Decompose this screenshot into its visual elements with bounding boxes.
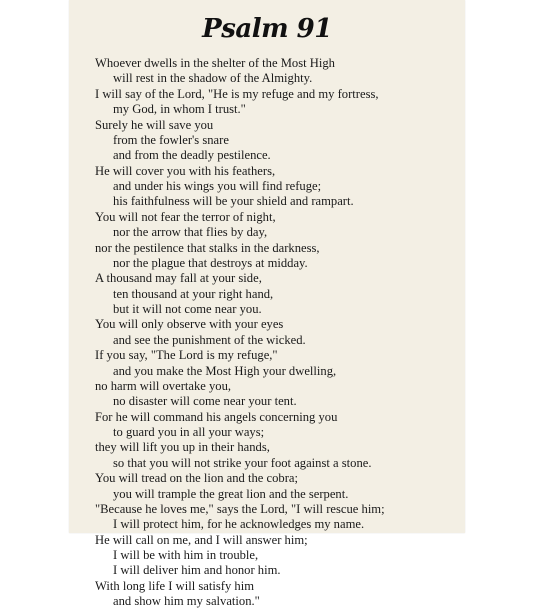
poem-title: Psalm 91	[202, 14, 332, 44]
poem-line: I will say of the Lord, "He is my refuge and my fortress,	[95, 86, 379, 101]
poem-line: nor the plague that destroys at midday.	[113, 255, 308, 270]
poem-line: from the fowler's snare	[113, 132, 229, 147]
poem-line: A thousand may fall at your side,	[95, 271, 262, 286]
poem-line: will rest in the shadow of the Almighty.	[113, 71, 313, 86]
poem-line: "Because he loves me," says the Lord, "I will rescue him;	[95, 501, 385, 516]
poem-line: no harm will overtake you,	[95, 378, 232, 393]
poem-line: and you make the Most High your dwelling,	[113, 363, 337, 378]
poem-line: Whoever dwells in the shelter of the Most High	[95, 56, 335, 70]
poem-line: ten thousand at your right hand,	[113, 286, 274, 301]
poem-line: If you say, "The Lord is my refuge,"	[95, 348, 278, 363]
poem-line: and show him my salvation."	[113, 594, 260, 609]
poem-line: He will call on me, and I will answer him;	[95, 532, 308, 547]
poem-line: and see the punishment of the wicked.	[113, 332, 306, 347]
poem-body	[95, 56, 461, 610]
poem-line: nor the pestilence that stalks in the darkness,	[95, 240, 320, 255]
poem-line: I will be with him in trouble,	[113, 548, 259, 562]
poem-line: You will not fear the terror of night,	[95, 209, 276, 224]
poem-line: You will only observe with your eyes	[95, 317, 284, 332]
poem-line: Surely he will save you	[95, 117, 214, 132]
poem-line: no disaster will come near your tent.	[113, 394, 297, 409]
poem-line: I will protect him, for he acknowledges my name.	[113, 517, 365, 532]
poem-line: For he will command his angels concerning you	[95, 409, 338, 424]
poem-line: He will cover you with his feathers,	[95, 163, 276, 178]
poem-line: but it will not come near you.	[113, 302, 262, 316]
poem-line: they will lift you up in their hands,	[95, 440, 270, 455]
poem-line: my God, in whom I trust."	[113, 102, 246, 117]
poem-line: you will trample the great lion and the serpent.	[113, 486, 349, 501]
poem-line: You will tread on the lion and the cobra;	[95, 471, 298, 486]
poem-line: so that you will not strike your foot against a stone.	[113, 455, 372, 470]
poem-line: nor the arrow that flies by day,	[113, 225, 268, 240]
poem-line: to guard you in all your ways;	[113, 425, 265, 439]
poem-line: and under his wings you will find refuge;	[113, 179, 322, 193]
poem-line: his faithfulness will be your shield and rampart.	[113, 194, 354, 209]
poster-sheet	[69, 0, 465, 609]
poem-line: and from the deadly pestilence.	[113, 148, 271, 163]
poem-line: With long life I will satisfy him	[95, 578, 254, 593]
poem-line: I will deliver him and honor him.	[113, 563, 281, 578]
